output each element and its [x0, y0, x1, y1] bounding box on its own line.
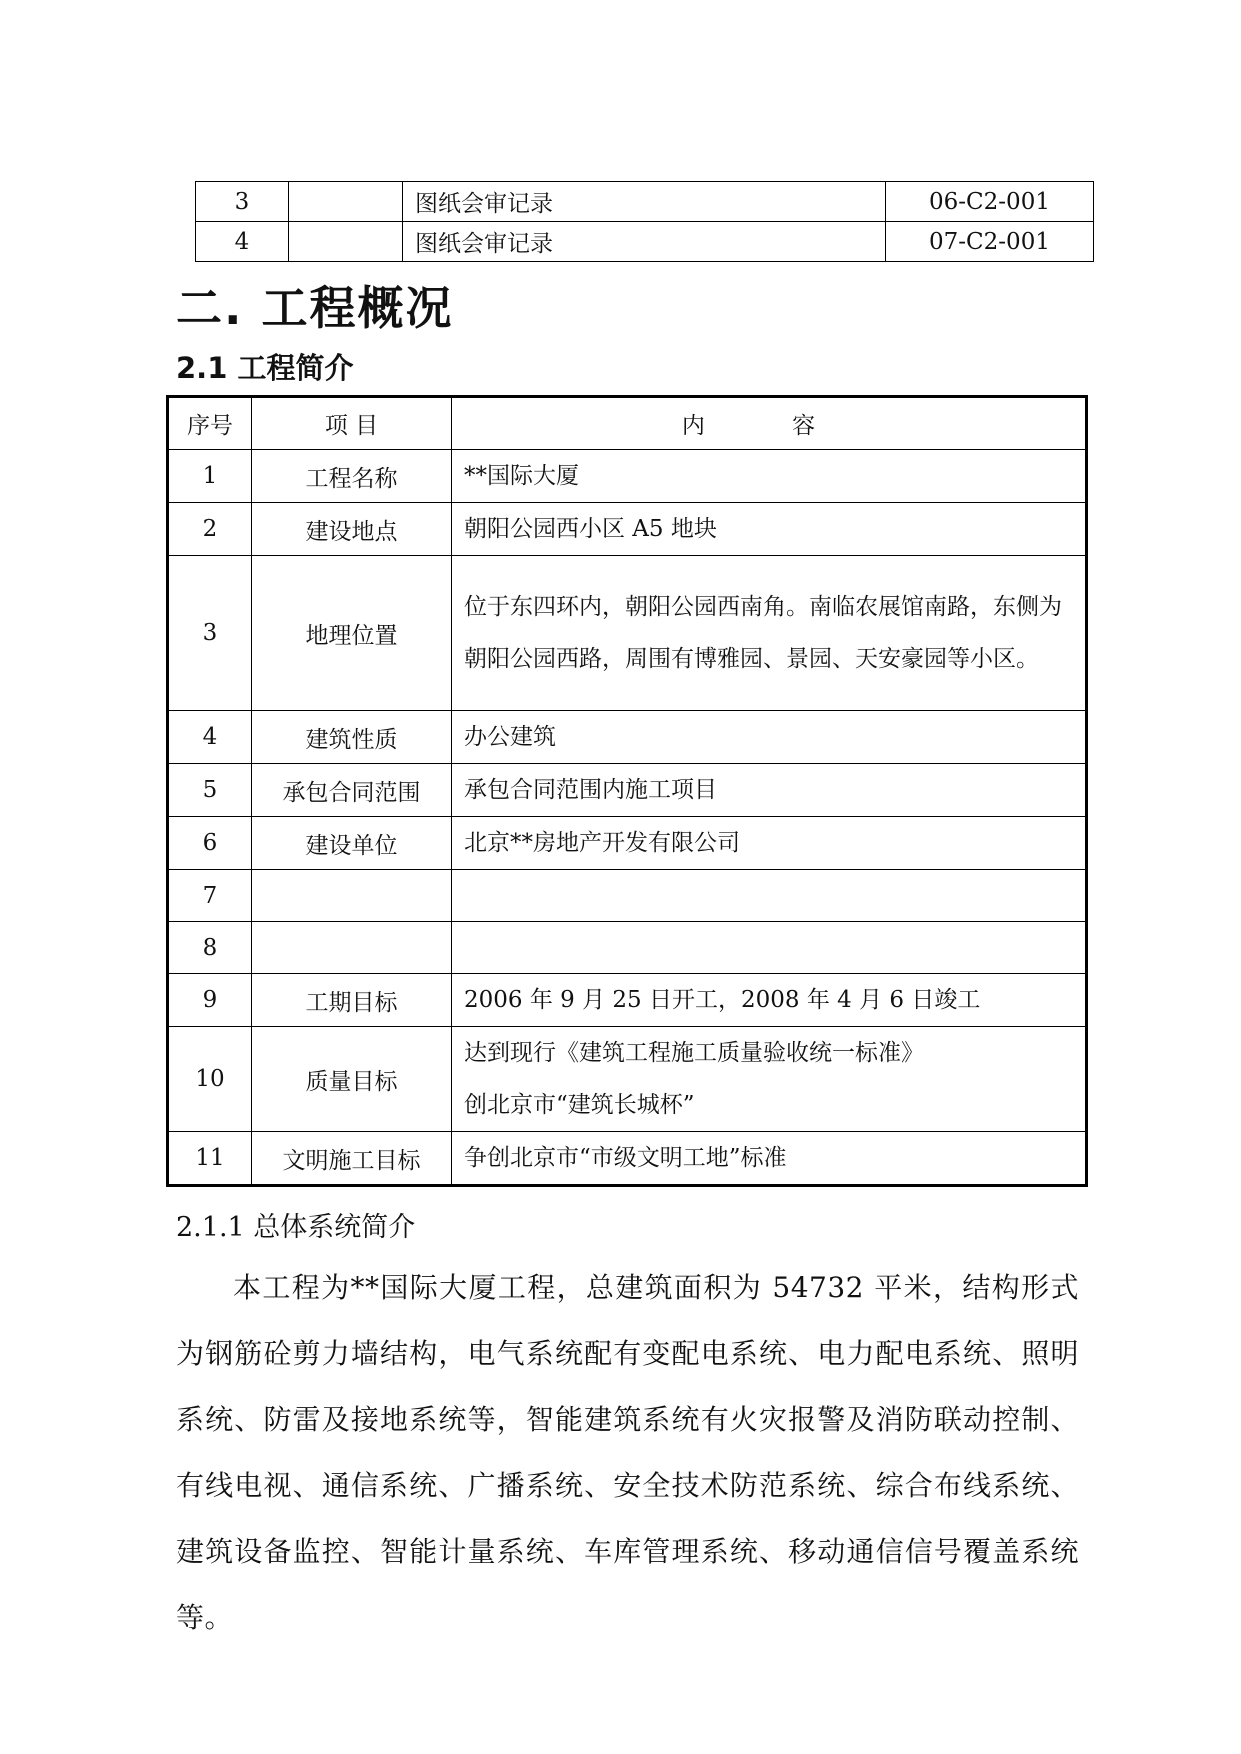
row-seq: 8	[168, 922, 252, 974]
row-item	[252, 922, 452, 974]
table-row	[168, 764, 1087, 817]
header-seq: 序号	[168, 397, 252, 450]
table-row	[168, 922, 1087, 974]
row-item: 建设单位	[252, 817, 452, 870]
row-seq: 10	[168, 1027, 252, 1132]
row-seq: 5	[168, 764, 252, 817]
table-row	[168, 556, 1087, 711]
prior-drawings-table	[195, 181, 1094, 262]
table-header-row	[168, 397, 1087, 450]
row-title: 图纸会审记录	[403, 222, 886, 262]
row-item: 工程名称	[252, 450, 452, 503]
row-seq: 1	[168, 450, 252, 503]
row-item: 承包合同范围	[252, 764, 452, 817]
row-content-line: 创北京市“建筑长城杯”	[464, 1092, 695, 1118]
row-item: 质量目标	[252, 1027, 452, 1132]
row-content	[452, 922, 1087, 974]
row-seq: 3	[168, 556, 252, 711]
row-seq: 6	[168, 817, 252, 870]
row-seq: 4	[168, 711, 252, 764]
row-seq: 9	[168, 974, 252, 1027]
row-blank-cell	[289, 222, 403, 262]
row-content: 承包合同范围内施工项目	[452, 764, 1087, 817]
row-title: 图纸会审记录	[403, 182, 886, 222]
header-item: 项 目	[252, 397, 452, 450]
row-content-line: 达到现行《建筑工程施工质量验收统一标准》	[464, 1040, 924, 1066]
table-row	[168, 711, 1087, 764]
row-seq: 2	[168, 503, 252, 556]
row-item	[252, 870, 452, 922]
table-row	[168, 450, 1087, 503]
row-number: 3	[196, 182, 289, 222]
row-content	[452, 870, 1087, 922]
table-row	[168, 1027, 1087, 1132]
row-code: 07-C2-001	[886, 222, 1094, 262]
table-row	[168, 503, 1087, 556]
table-row	[168, 974, 1087, 1027]
row-item: 建设地点	[252, 503, 452, 556]
row-item: 工期目标	[252, 974, 452, 1027]
row-code: 06-C2-001	[886, 182, 1094, 222]
system-overview-paragraph: 本工程为**国际大厦工程，总建筑面积为 54732 平米，结构形式为钢筋砼剪力墙结构，电气系统配有变配电系统、电力配电系统、照明系统、防雷及接地系统等，智能建筑系统有火灾报警及消防联动控制、有线电视、通信系统、广播系统、安全技术防范系统、综合布线系统、建筑设备监控、智能计量系统、车库管理系统、移动通信信号覆盖系统等。	[176, 1271, 1079, 1634]
subsection-heading: 2.1 工程简介	[176, 351, 354, 385]
row-item: 文明施工目标	[252, 1132, 452, 1186]
row-content	[452, 1027, 1087, 1132]
table-row	[196, 182, 1094, 222]
subsubsection-heading: 2.1.1 总体系统简介	[176, 1212, 416, 1243]
row-content: 朝阳公园西小区 A5 地块	[452, 503, 1087, 556]
row-content: 位于东四环内，朝阳公园西南角。南临农展馆南路，东侧为朝阳公园西路，周围有博雅园、景园、天安豪园等小区。	[452, 556, 1087, 711]
row-content: 争创北京市“市级文明工地”标准	[452, 1132, 1087, 1186]
row-content: 2006 年 9 月 25 日开工，2008 年 4 月 6 日竣工	[452, 974, 1087, 1027]
table-row	[168, 817, 1087, 870]
row-seq: 7	[168, 870, 252, 922]
row-content: 办公建筑	[452, 711, 1087, 764]
project-overview-table	[166, 395, 1088, 1187]
table-row	[168, 870, 1087, 922]
row-seq: 11	[168, 1132, 252, 1186]
row-blank-cell	[289, 182, 403, 222]
header-content: 内 容	[452, 397, 1087, 450]
row-content: **国际大厦	[452, 450, 1087, 503]
row-content: 北京**房地产开发有限公司	[452, 817, 1087, 870]
row-item: 建筑性质	[252, 711, 452, 764]
row-item: 地理位置	[252, 556, 452, 711]
table-row	[196, 222, 1094, 262]
table-row	[168, 1132, 1087, 1186]
section-heading: 二. 工程概况	[176, 281, 454, 335]
row-number: 4	[196, 222, 289, 262]
